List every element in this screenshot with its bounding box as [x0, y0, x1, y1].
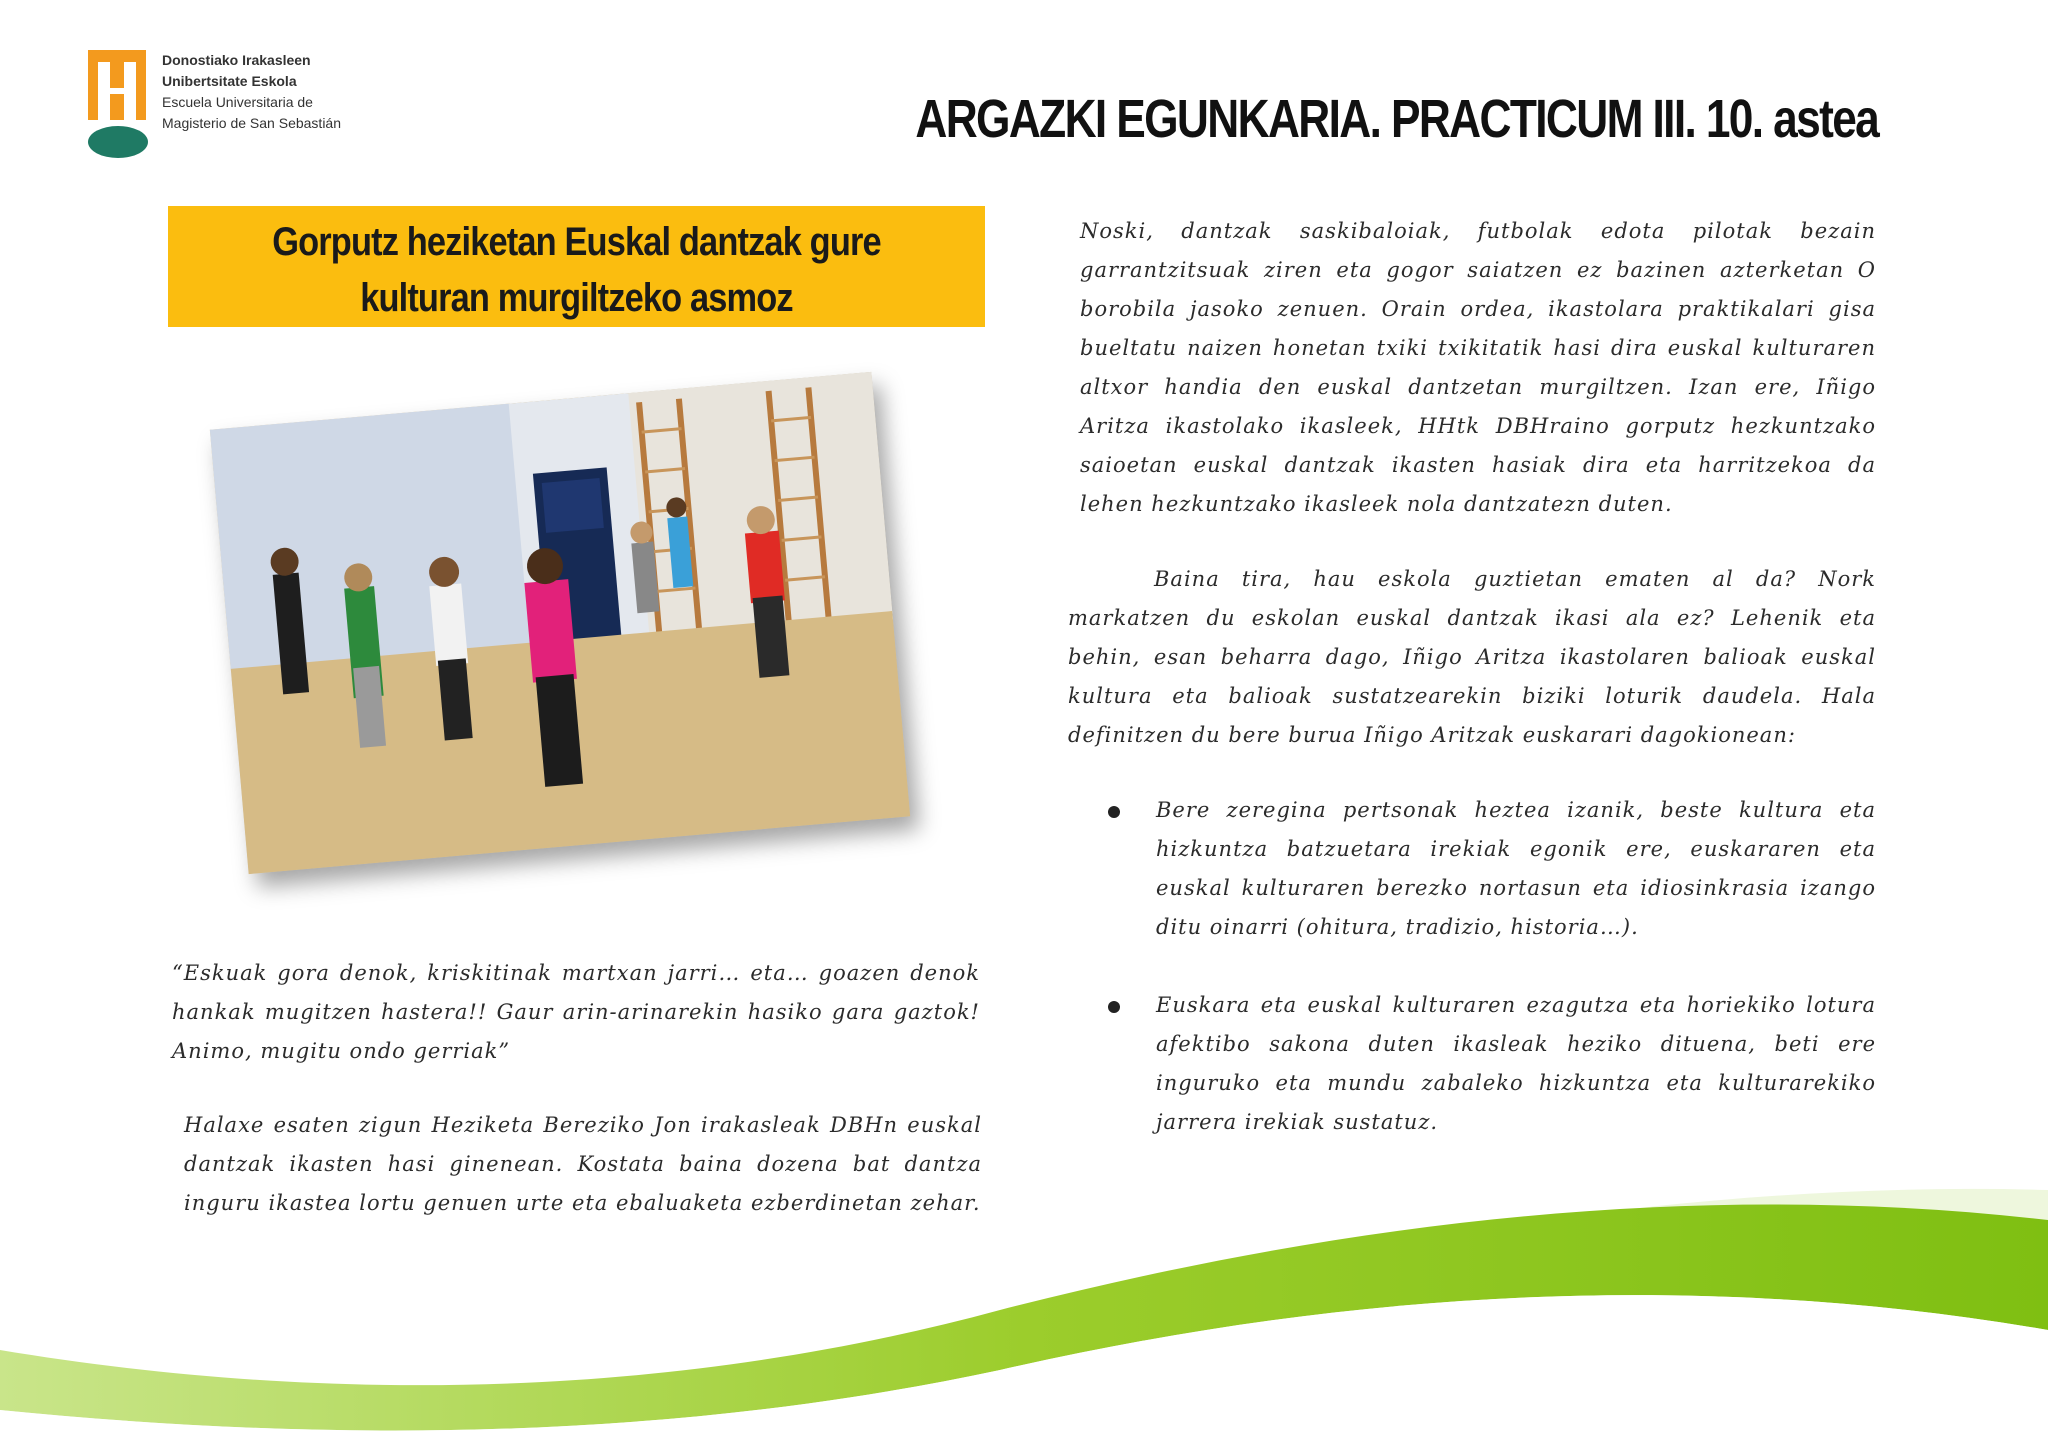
bullet-item-2: Euskara eta euskal kulturaren ezagutza eta horiekiko lotura afektibo sakona duten ikasleak heziko dituena, beti ere inguruko eta mundu zabaleko hizkuntza eta kulturarekiko jarrera irekiak sustatuz. — [1156, 993, 1876, 1134]
green-wave-decoration — [0, 1180, 2048, 1448]
left-paragraph: Halaxe esaten zigun Heziketa Bereziko Jon irakasleak DBHn euskal dantzak ikasten hasi ginenean. Kostata baina dozena bat dantza inguru ikastea lortu genuen urte eta ebaluaketa ezberdinetan zehar. — [184, 1113, 982, 1215]
headline-banner — [168, 206, 985, 327]
dance-class-illustration — [210, 372, 910, 874]
school-name — [162, 50, 341, 134]
headline-line1: Gorputz heziketan Euskal dantzak gure — [272, 220, 881, 264]
bullet-dot-icon — [1108, 1001, 1120, 1013]
bullet-item-1: Bere zeregina pertsonak heztea izanik, beste kultura eta hizkuntza batzuetara irekiak egonik ere, euskararen eta euskal kulturaren berezko nortasun eta idiosinkrasia izango ditu oinarri (ohitura, tradizio, historia…). — [1156, 798, 1876, 939]
right-paragraph-1: Noski, dantzak saskibaloiak, futbolak edota pilotak bezain garrantzitsuak ziren eta gogor saiatzen ez bazinen azterketan O borobila jasoko zenuen. Orain ordea, ikastolara praktikalari gisa bueltatu naizen honetan txiki txikitatik hasi dira euskal kulturaren altxor handia den euskal dantzetan murgiltzen. Izan ere, Iñigo Aritza ikastolako ikasleek, HHtk DBHraino gorputz hezkuntzako saioetan euskal dantzak ikasten hasiak dira eta harritzekoa da lehen hezkuntzako ikasleek nola dantzatezn duten. — [1080, 219, 1876, 516]
headline — [225, 214, 928, 326]
headline-line2: kulturan murgiltzeko asmoz — [360, 276, 793, 320]
school-name-line2: Unibertsitate Eskola — [162, 73, 297, 89]
school-logo-icon — [88, 50, 148, 158]
bullet-dot-icon — [1108, 806, 1120, 818]
school-name-line3: Escuela Universitaria de — [162, 94, 313, 110]
right-paragraph-2: Baina tira, hau eskola guztietan ematen al da? Nork markatzen du eskolan euskal dantzak ikasi ala ez? Lehenik eta behin, esan beharra dago, Iñigo Aritza ikastolaren balioak euskal kultura eta balioak sustatzearekin biziki loturik daudela. Hala definitzen du bere burua Iñigo Aritzak euskarari dagokionean: — [1068, 567, 1876, 747]
school-name-line1: Donostiako Irakasleen — [162, 52, 311, 68]
quote-text: “Eskuak gora denok, kriskitinak martxan jarri… eta… goazen denok hankak mugitzen hastera!! Gaur arin-arinarekin hasiko gara gaztok! Animo, mugitu ondo gerriak” — [172, 961, 980, 1063]
school-name-line4: Magisterio de San Sebastián — [162, 115, 341, 131]
page-title: ARGAZKI EGUNKARIA. PRACTICUM III. 10. astea — [915, 89, 1878, 149]
dance-class-photo — [210, 372, 910, 874]
